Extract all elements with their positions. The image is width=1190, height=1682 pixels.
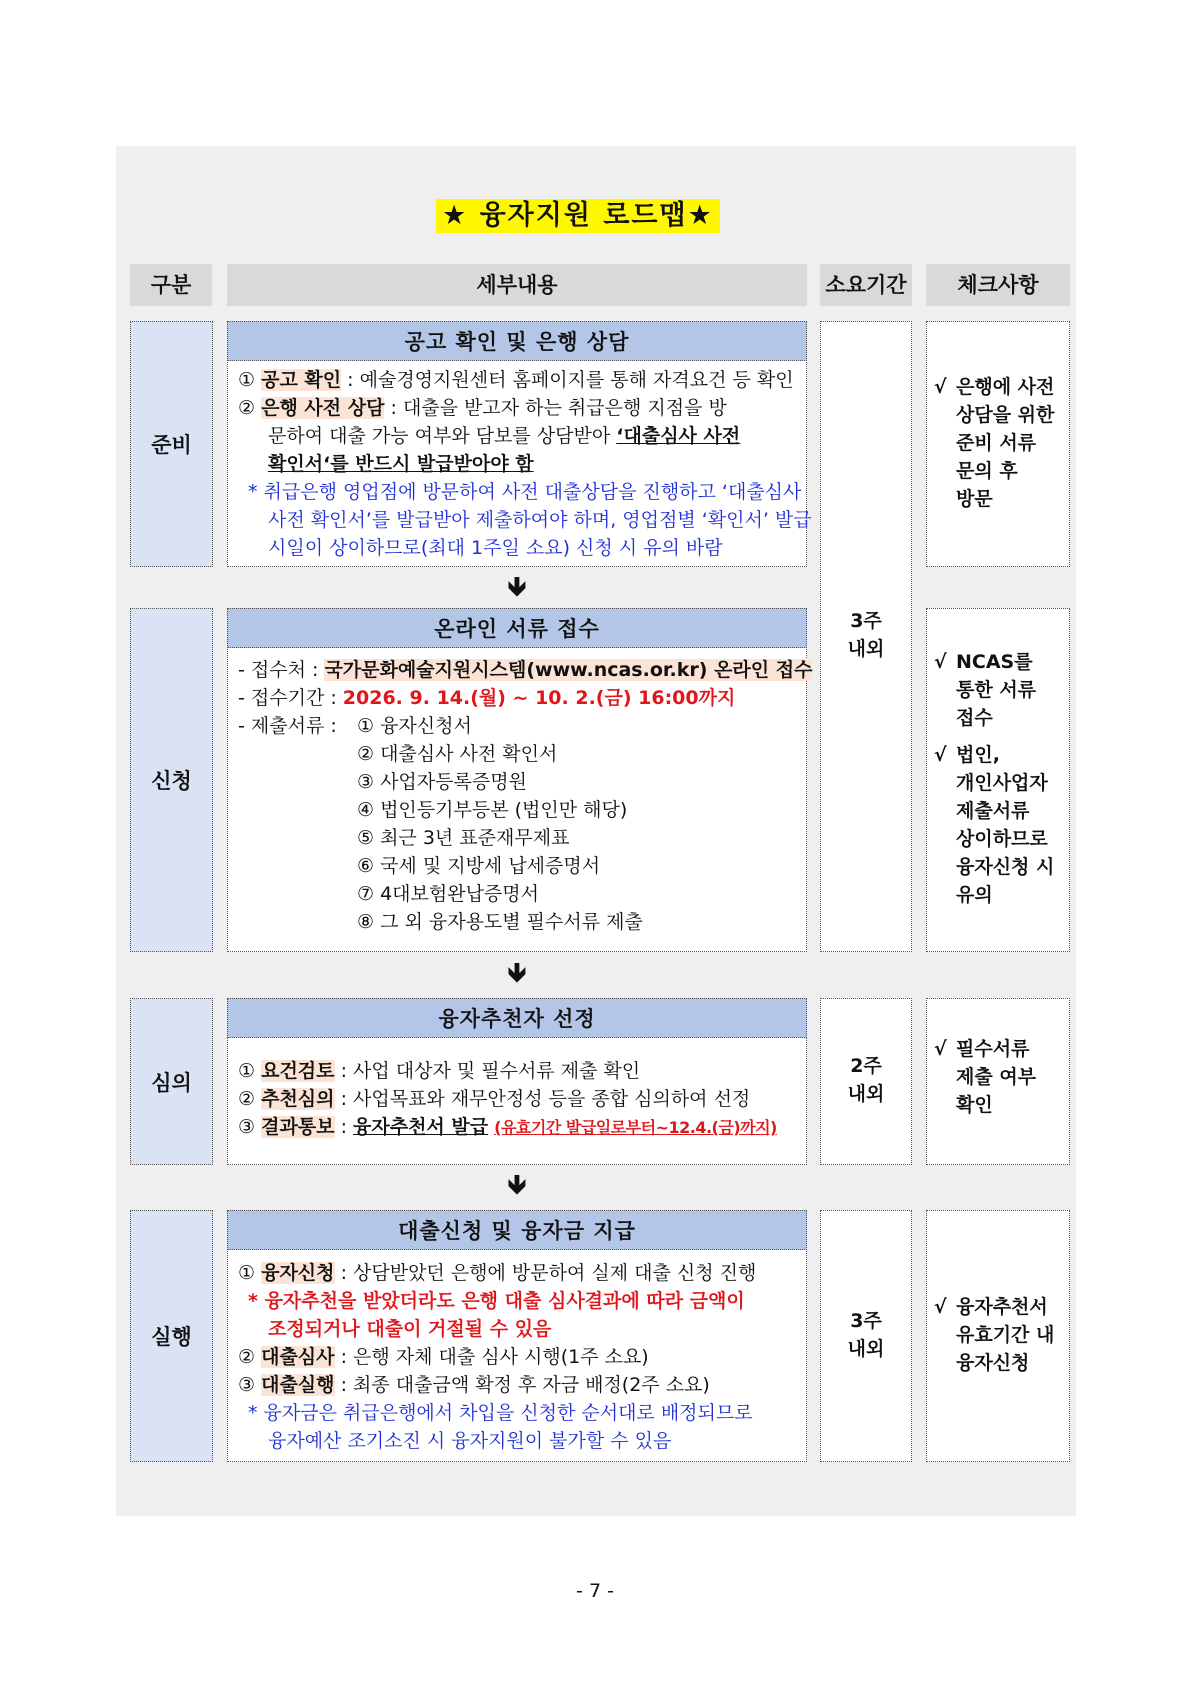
list-item: ② 은행 사전 상담 : 대출을 받고자 하는 취급은행 지점을 방: [238, 397, 727, 419]
check-list-exec: √ 융자추천서 유효기간 내 융자신청: [934, 1293, 1054, 1377]
list-item: 문하여 대출 가능 여부와 담보를 상담받아 ‘대출심사 사전: [268, 425, 741, 447]
section-heading-prep: 공고 확인 및 은행 상담: [227, 321, 807, 361]
list-item: ④ 법인등기부등본 (법인만 해당): [357, 799, 628, 821]
section-heading-apply: 온라인 서류 접수: [227, 608, 807, 648]
period-review: 2주 내외: [847, 1055, 885, 1105]
check-icon: √: [934, 376, 947, 398]
note-line: * 융자금은 취급은행에서 차입을 신청한 순서대로 배정되므로: [248, 1402, 753, 1424]
check-icon: √: [934, 1296, 947, 1318]
section-heading-review: 융자추천자 선정: [227, 998, 807, 1038]
check-list-review: √ 필수서류 제출 여부 확인: [934, 1035, 1036, 1119]
check-list-prep: √ 은행에 사전 상담을 위한 준비 서류 문의 후 방문: [934, 373, 1054, 513]
list-item: ① 공고 확인 : 예술경영지원센터 홈페이지를 통해 자격요건 등 확인: [238, 369, 794, 391]
list-item: - 접수기간 : 2026. 9. 14.(월) ~ 10. 2.(금) 16:00까지: [238, 687, 736, 709]
list-item: ③ 대출실행 : 최종 대출금액 확정 후 자금 배정(2주 소요): [238, 1374, 710, 1396]
warning-line: * 융자추천을 받았더라도 은행 대출 심사결과에 따라 금액이: [248, 1290, 745, 1312]
header-detail: 세부내용: [227, 264, 807, 306]
page-number: - 7 -: [576, 1580, 614, 1602]
list-item: ① 요건검토 : 사업 대상자 및 필수서류 제출 확인: [238, 1060, 641, 1082]
page-title: ★ 융자지원 로드맵★: [436, 199, 720, 233]
note-line: * 취급은행 영업점에 방문하여 사전 대출상담을 진행하고 ‘대출심사: [248, 481, 802, 503]
detail-body-review: [238, 1057, 777, 1142]
list-item: ② 추천심의 : 사업목표와 재무안정성 등을 종합 심의하여 선정: [238, 1088, 751, 1110]
check-list-apply: √ NCAS를 통한 서류 접수 √ 법인, 개인사업자 제출서류 상이하므로 융자신청 시 유의: [934, 648, 1054, 909]
period-apply: 3주 내외: [847, 610, 885, 660]
category-prep: 준비: [130, 321, 213, 567]
list-item: ① 융자신청 : 상담받았던 은행에 방문하여 실제 대출 신청 진행: [238, 1262, 757, 1284]
period-exec: 3주 내외: [847, 1310, 885, 1360]
category-apply: 신청: [130, 608, 213, 952]
list-item: ① 융자신청서: [357, 715, 472, 737]
check-icon: √: [934, 1038, 947, 1060]
list-item: ② 대출심사 사전 확인서: [357, 743, 558, 765]
category-review: 심의: [130, 998, 213, 1165]
check-icon: √: [934, 651, 947, 673]
category-exec: 실행: [130, 1210, 213, 1462]
list-item: ⑧ 그 외 융자용도별 필수서류 제출: [357, 911, 643, 933]
check-icon: √: [934, 744, 947, 766]
note-line: 시일이 상이하므로(최대 1주일 소요) 신청 시 유의 바람: [268, 537, 723, 559]
list-item: ⑥ 국세 및 지방세 납세증명서: [357, 855, 601, 877]
list-item: ② 대출심사 : 은행 자체 대출 심사 시행(1주 소요): [238, 1346, 649, 1368]
list-item: 확인서‘를 반드시 발급받아야 함: [268, 453, 534, 475]
doc-list: [357, 712, 643, 936]
down-arrow-icon: 🡻: [507, 1170, 527, 1200]
header-gubun: 구분: [130, 264, 212, 306]
note-line: 융자예산 조기소진 시 융자지원이 불가할 수 있음: [268, 1430, 672, 1452]
list-item: ③ 사업자등록증명원: [357, 771, 527, 793]
list-item: ⑤ 최근 3년 표준재무제표: [357, 827, 570, 849]
header-check: 체크사항: [926, 264, 1070, 306]
list-item: ③ 결과통보 : 융자추천서 발급 (유효기간 발급일로부터~12.4.(금)까지): [238, 1116, 777, 1138]
down-arrow-icon: 🡻: [507, 958, 527, 988]
detail-body-exec: [238, 1259, 756, 1455]
section-heading-exec: 대출신청 및 융자금 지급: [227, 1210, 807, 1250]
detail-body-prep: [238, 366, 812, 562]
note-line: 사전 확인서’를 발급받아 제출하여야 하며, 영업점별 ‘확인서’ 발급: [268, 509, 812, 531]
list-item: ⑦ 4대보험완납증명서: [357, 883, 539, 905]
warning-line: 조정되거나 대출이 거절될 수 있음: [268, 1318, 552, 1340]
list-item: - 제출서류 :: [238, 715, 337, 737]
down-arrow-icon: 🡻: [507, 572, 527, 602]
header-period: 소요기간: [820, 264, 912, 306]
list-item: - 접수처 : 국가문화예술지원시스템(www.ncas.or.kr) 온라인 접수: [238, 659, 813, 681]
